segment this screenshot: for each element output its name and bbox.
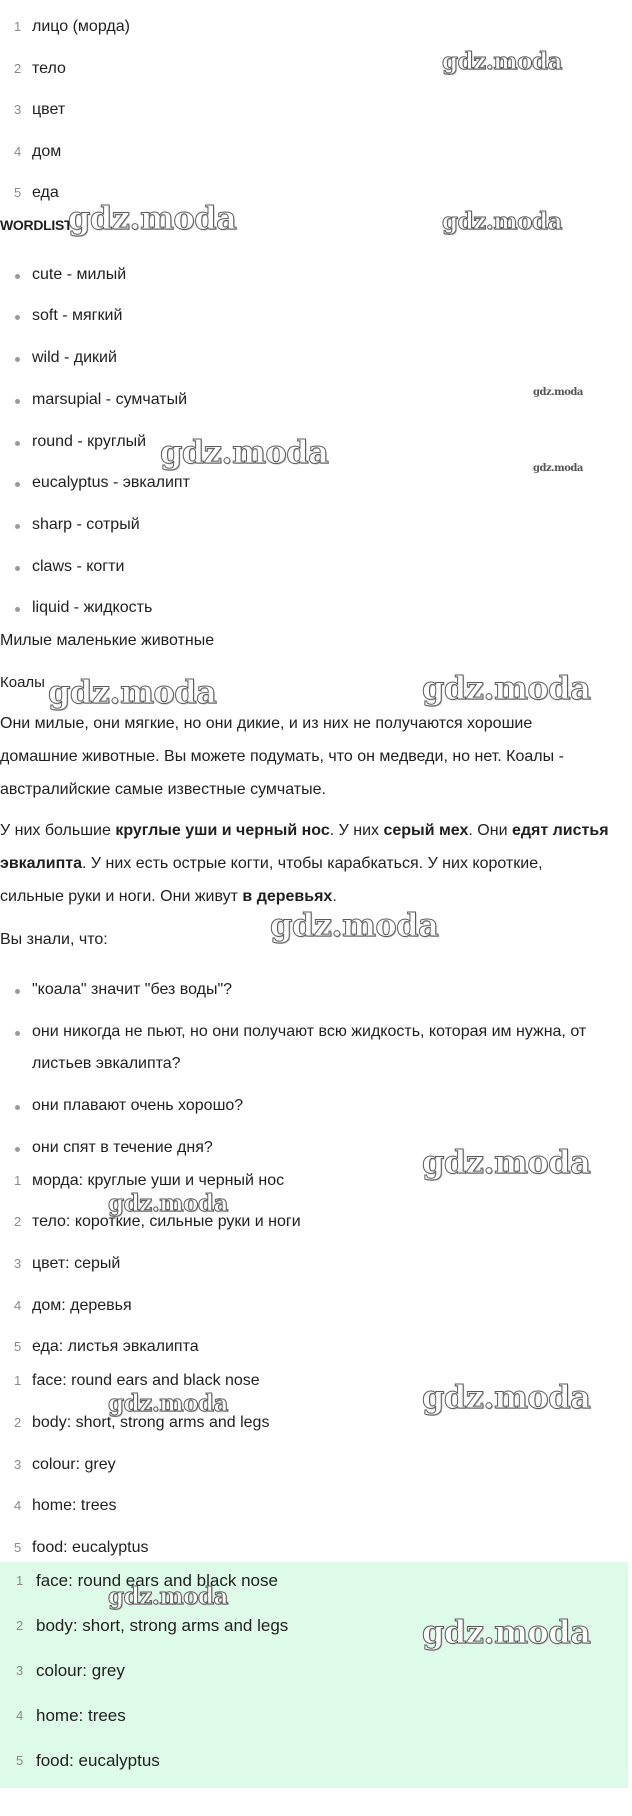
- paragraph-line: эвкалипта. У них есть острые когти, чтобы карабкаться. У них короткие,: [0, 855, 543, 872]
- watermark: gdz.moda: [442, 48, 562, 75]
- watermark: gdz.moda: [160, 433, 329, 471]
- item-number: 2: [14, 1415, 22, 1430]
- item-text: eucalyptus - эвкалипт: [32, 474, 190, 491]
- item-number: 1: [14, 1173, 22, 1188]
- item-number: 1: [16, 1573, 24, 1588]
- bullet-icon: [15, 482, 20, 487]
- item-text: они плавают очень хорошо?: [32, 1097, 244, 1114]
- item-number: 5: [14, 1339, 22, 1354]
- bullet-icon: [15, 1031, 20, 1036]
- item-text: они спят в течение дня?: [32, 1139, 213, 1156]
- item-text: home: trees: [32, 1497, 117, 1514]
- item-number: 4: [14, 1498, 22, 1513]
- item-text: marsupial - сумчатый: [32, 391, 188, 408]
- item-text: face: round ears and black nose: [32, 1372, 260, 1389]
- item-number: 5: [14, 185, 22, 200]
- item-number: 3: [14, 102, 22, 117]
- bullet-icon: [15, 566, 20, 571]
- watermark: gdz.moda: [270, 906, 439, 944]
- item-text: liquid - жидкость: [32, 599, 153, 616]
- watermark: gdz.moda: [442, 208, 562, 235]
- item-number: 5: [16, 1753, 24, 1768]
- item-number: 5: [14, 1540, 22, 1555]
- item-text: тело: [32, 60, 66, 77]
- article-paragraph-2: [0, 814, 628, 913]
- bullet-icon: [15, 399, 20, 404]
- watermark: gdz.moda: [422, 1143, 591, 1181]
- watermark: gdz.moda: [422, 1613, 591, 1651]
- watermark: gdz.moda: [68, 199, 237, 237]
- watermark: gdz.moda: [533, 387, 583, 398]
- item-number: 4: [14, 1298, 22, 1313]
- bullet-icon: [15, 524, 20, 529]
- item-text: "коала" значит "без воды"?: [32, 981, 233, 998]
- item-text: цвет: [32, 101, 66, 118]
- item-text: face: round ears and black nose: [36, 1571, 278, 1590]
- item-text: body: short, strong arms and legs: [36, 1616, 289, 1635]
- paragraph-line: Они милые, они мягкие, но они дикие, и из них не получаются хорошие: [0, 715, 533, 732]
- item-number: 2: [14, 61, 22, 76]
- item-text: цвет: серый: [32, 1255, 121, 1272]
- paragraph-line: домашние животные. Вы можете подумать, что он медведи, но нет. Коалы -: [0, 748, 564, 765]
- watermark: gdz.moda: [422, 1378, 591, 1416]
- highlighted-answer-block: [0, 1562, 628, 1788]
- item-text: sharp - сотрый: [32, 516, 140, 533]
- paragraph-line: сильные руки и ноги. Они живут в деревьях.: [0, 888, 337, 905]
- item-number: 2: [14, 1214, 22, 1229]
- watermark: gdz.moda: [422, 669, 591, 707]
- item-number: 1: [14, 19, 22, 34]
- item-text: claws - когти: [32, 558, 125, 575]
- bullet-icon: [15, 1105, 20, 1110]
- item-text: body: short, strong arms and legs: [32, 1414, 270, 1431]
- bullet-icon: [15, 1147, 20, 1152]
- wordlist-heading: WORDLIST: [0, 217, 73, 233]
- item-number: 2: [16, 1618, 24, 1633]
- bullet-icon: [15, 274, 20, 279]
- bullet-icon: [15, 357, 20, 362]
- item-text: food: eucalyptus: [36, 1751, 160, 1770]
- item-number: 1: [14, 1373, 22, 1388]
- article-subtitle: Коалы: [0, 674, 45, 691]
- item-text: round - круглый: [32, 433, 147, 450]
- item-text: листьев эвкалипта?: [32, 1055, 181, 1072]
- item-text: морда: круглые уши и черный нос: [32, 1172, 285, 1189]
- bullet-icon: [15, 315, 20, 320]
- item-number: 4: [14, 144, 22, 159]
- item-number: 3: [14, 1457, 22, 1472]
- item-text: home: trees: [36, 1706, 126, 1725]
- watermark: gdz.moda: [48, 673, 217, 711]
- watermark: gdz.moda: [108, 1390, 228, 1417]
- item-text: soft - мягкий: [32, 307, 123, 324]
- item-text: дом: деревья: [32, 1297, 132, 1314]
- item-text: cute - милый: [32, 266, 127, 283]
- paragraph-line: австралийские самые известные сумчатые.: [0, 781, 326, 798]
- item-text: лицо (морда): [32, 18, 130, 35]
- item-number: 3: [14, 1256, 22, 1271]
- did-you-know-label: Вы знали, что:: [0, 931, 108, 948]
- item-number: 3: [16, 1663, 24, 1678]
- item-text: они никогда не пьют, но они получают всю жидкость, которая им нужна, от: [32, 1023, 587, 1040]
- paragraph-line: У них большие круглые уши и черный нос. У них серый мех. Они едят листья: [0, 822, 609, 839]
- item-text: тело: короткие, сильные руки и ноги: [32, 1213, 301, 1230]
- item-text: colour: grey: [36, 1661, 125, 1680]
- item-text: еда: листья эвкалипта: [32, 1338, 199, 1355]
- item-text: wild - дикий: [32, 349, 117, 366]
- item-text: food: eucalyptus: [32, 1539, 149, 1556]
- watermark: gdz.moda: [533, 463, 583, 474]
- item-number: 4: [16, 1708, 24, 1723]
- item-text: еда: [32, 184, 59, 201]
- bullet-icon: [15, 607, 20, 612]
- item-text: дом: [32, 143, 62, 160]
- article-paragraph-1: [0, 707, 628, 806]
- watermark: gdz.moda: [108, 1583, 228, 1610]
- watermark: gdz.moda: [108, 1190, 228, 1217]
- item-text: colour: grey: [32, 1456, 116, 1473]
- bullet-icon: [15, 441, 20, 446]
- article-title: Милые маленькие животные: [0, 632, 215, 649]
- bullet-icon: [15, 989, 20, 994]
